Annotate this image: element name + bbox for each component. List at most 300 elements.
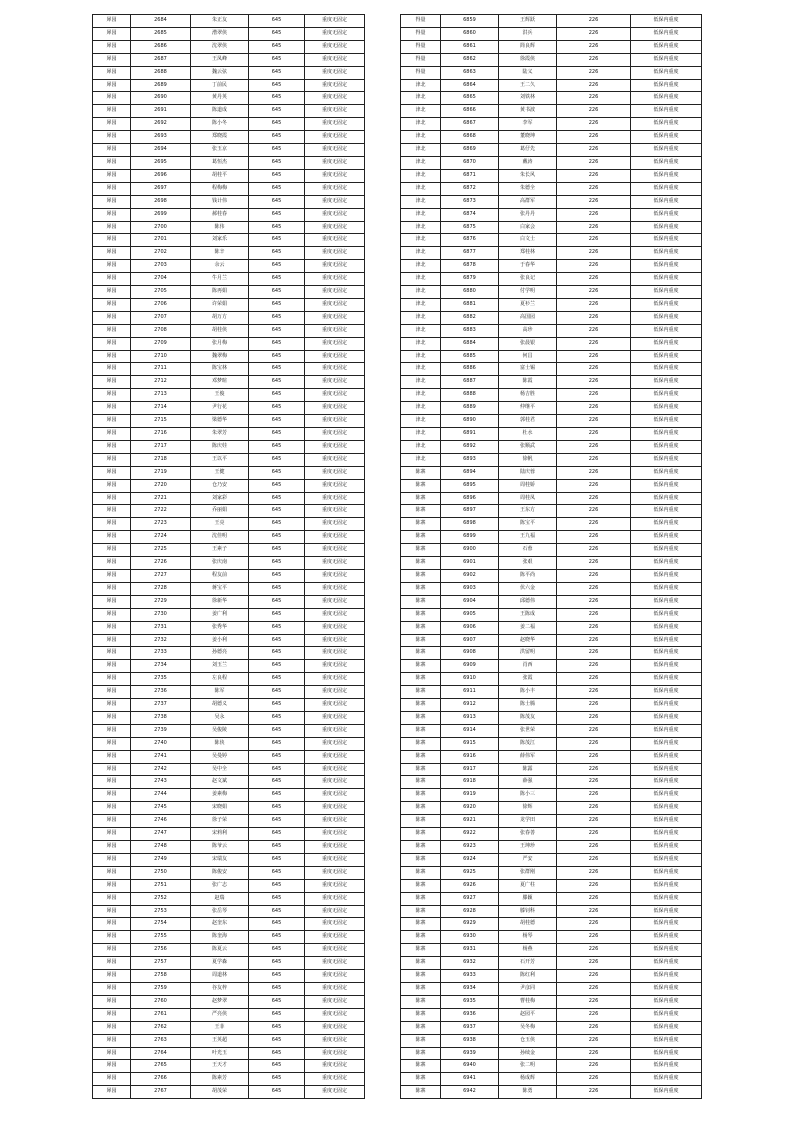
serial-number-cell: 6910: [441, 673, 499, 686]
category-cell: 低保内重度: [631, 92, 702, 105]
serial-number-cell: 6887: [441, 376, 499, 389]
name-cell: 杨吉胜: [499, 389, 557, 402]
amount-cell: 645: [249, 1021, 305, 1034]
name-cell: 王素子: [191, 544, 249, 557]
region-cell: 犀园: [93, 531, 131, 544]
category-cell: 重度无固定: [305, 634, 365, 647]
serial-number-cell: 6930: [441, 931, 499, 944]
name-cell: 张玉京: [191, 144, 249, 157]
category-cell: 低保内重度: [631, 621, 702, 634]
category-cell: 重度无固定: [305, 982, 365, 995]
amount-cell: 645: [249, 621, 305, 634]
category-cell: 低保内重度: [631, 505, 702, 518]
serial-number-cell: 6928: [441, 905, 499, 918]
table-row: [93, 105, 365, 118]
serial-number-cell: 2762: [131, 1021, 191, 1034]
serial-number-cell: 2698: [131, 195, 191, 208]
serial-number-cell: 6860: [441, 27, 499, 40]
serial-number-cell: 2759: [131, 982, 191, 995]
name-cell: 仲继平: [499, 402, 557, 415]
name-cell: 沈佳明: [191, 531, 249, 544]
name-cell: 何昌: [499, 350, 557, 363]
category-cell: 重度无固定: [305, 569, 365, 582]
category-cell: 重度无固定: [305, 479, 365, 492]
region-cell: 犀园: [93, 944, 131, 957]
serial-number-cell: 6937: [441, 1021, 499, 1034]
category-cell: 低保内重度: [631, 931, 702, 944]
amount-cell: 645: [249, 169, 305, 182]
serial-number-cell: 2709: [131, 337, 191, 350]
amount-cell: 645: [249, 569, 305, 582]
region-cell: 陈寨: [401, 763, 441, 776]
name-cell: 孙续金: [499, 1047, 557, 1060]
table-row: [401, 40, 702, 53]
amount-cell: 645: [249, 982, 305, 995]
category-cell: 重度无固定: [305, 1047, 365, 1060]
category-cell: 重度无固定: [305, 905, 365, 918]
amount-cell: 645: [249, 208, 305, 221]
table-row: [401, 311, 702, 324]
serial-number-cell: 6894: [441, 466, 499, 479]
amount-cell: 226: [557, 428, 631, 441]
amount-cell: 226: [557, 182, 631, 195]
table-row: [401, 699, 702, 712]
table-row: [93, 273, 365, 286]
amount-cell: 645: [249, 724, 305, 737]
category-cell: 低保内重度: [631, 182, 702, 195]
amount-cell: 645: [249, 1034, 305, 1047]
amount-cell: 645: [249, 260, 305, 273]
serial-number-cell: 2713: [131, 389, 191, 402]
name-cell: 杨琴: [499, 931, 557, 944]
category-cell: 低保内重度: [631, 105, 702, 118]
table-row: [401, 686, 702, 699]
name-cell: 王辉跃: [499, 15, 557, 28]
amount-cell: 226: [557, 505, 631, 518]
region-cell: 津北: [401, 324, 441, 337]
name-cell: 张霞: [499, 673, 557, 686]
amount-cell: 226: [557, 324, 631, 337]
amount-cell: 645: [249, 879, 305, 892]
region-cell: 陈寨: [401, 505, 441, 518]
category-cell: 低保内重度: [631, 763, 702, 776]
category-cell: 重度无固定: [305, 879, 365, 892]
category-cell: 低保内重度: [631, 750, 702, 763]
region-cell: 犀园: [93, 105, 131, 118]
serial-number-cell: 6923: [441, 841, 499, 854]
category-cell: 低保内重度: [631, 970, 702, 983]
amount-cell: 226: [557, 931, 631, 944]
region-cell: 犀园: [93, 544, 131, 557]
table-row: [93, 776, 365, 789]
category-cell: 低保内重度: [631, 1060, 702, 1073]
table-row: [93, 544, 365, 557]
amount-cell: 645: [249, 234, 305, 247]
name-cell: 陈霞: [499, 376, 557, 389]
table-row: [401, 982, 702, 995]
name-cell: 姜广利: [191, 608, 249, 621]
table-row: [93, 144, 365, 157]
category-cell: 重度无固定: [305, 518, 365, 531]
name-cell: 刘铁林: [499, 92, 557, 105]
name-cell: 陈红利: [499, 970, 557, 983]
name-cell: 蒋宝平: [191, 582, 249, 595]
serial-number-cell: 2747: [131, 828, 191, 841]
serial-number-cell: 2737: [131, 699, 191, 712]
amount-cell: 645: [249, 815, 305, 828]
table-row: [401, 634, 702, 647]
amount-cell: 645: [249, 389, 305, 402]
region-cell: 犀园: [93, 905, 131, 918]
amount-cell: 645: [249, 1008, 305, 1021]
serial-number-cell: 2739: [131, 724, 191, 737]
table-row: [93, 828, 365, 841]
table-row: [93, 802, 365, 815]
category-cell: 重度无固定: [305, 492, 365, 505]
serial-number-cell: 6934: [441, 982, 499, 995]
category-cell: 重度无固定: [305, 853, 365, 866]
region-cell: 津北: [401, 363, 441, 376]
region-cell: 犀园: [93, 982, 131, 995]
region-cell: 津北: [401, 273, 441, 286]
table-row: [93, 621, 365, 634]
left-data-table: [92, 14, 365, 1099]
table-row: [401, 15, 702, 28]
name-cell: 高国园: [499, 311, 557, 324]
serial-number-cell: 2716: [131, 428, 191, 441]
amount-cell: 226: [557, 776, 631, 789]
region-cell: 犀园: [93, 866, 131, 879]
region-cell: 得量: [401, 15, 441, 28]
table-row: [401, 156, 702, 169]
name-cell: 富士锡: [499, 363, 557, 376]
category-cell: 重度无固定: [305, 363, 365, 376]
serial-number-cell: 2766: [131, 1073, 191, 1086]
region-cell: 犀园: [93, 286, 131, 299]
region-cell: 犀园: [93, 234, 131, 247]
name-cell: 张群刚: [499, 866, 557, 879]
amount-cell: 645: [249, 711, 305, 724]
name-cell: 高珍: [499, 324, 557, 337]
name-cell: 王天才: [191, 1060, 249, 1073]
category-cell: 低保内重度: [631, 144, 702, 157]
region-cell: 犀园: [93, 621, 131, 634]
category-cell: 重度无固定: [305, 724, 365, 737]
amount-cell: 645: [249, 350, 305, 363]
table-row: [93, 1021, 365, 1034]
table-row: [93, 66, 365, 79]
serial-number-cell: 6933: [441, 970, 499, 983]
table-row: [401, 221, 702, 234]
serial-number-cell: 6896: [441, 492, 499, 505]
serial-number-cell: 6924: [441, 853, 499, 866]
name-cell: 夏广柱: [499, 879, 557, 892]
name-cell: 王陈成: [499, 608, 557, 621]
name-cell: 胡万方: [191, 311, 249, 324]
region-cell: 犀园: [93, 569, 131, 582]
serial-number-cell: 2693: [131, 131, 191, 144]
region-cell: 陈寨: [401, 905, 441, 918]
table-row: [93, 440, 365, 453]
amount-cell: 226: [557, 634, 631, 647]
amount-cell: 645: [249, 363, 305, 376]
region-cell: 犀园: [93, 195, 131, 208]
name-cell: 洪留明: [499, 647, 557, 660]
region-cell: 犀园: [93, 1047, 131, 1060]
serial-number-cell: 6897: [441, 505, 499, 518]
name-cell: 郝桂春: [191, 208, 249, 221]
category-cell: 重度无固定: [305, 453, 365, 466]
table-row: [93, 982, 365, 995]
name-cell: 姜小利: [191, 634, 249, 647]
category-cell: 重度无固定: [305, 789, 365, 802]
region-cell: 犀园: [93, 221, 131, 234]
table-row: [401, 453, 702, 466]
table-row: [401, 363, 702, 376]
name-cell: 宋莉利: [191, 828, 249, 841]
serial-number-cell: 6939: [441, 1047, 499, 1060]
table-row: [93, 53, 365, 66]
serial-number-cell: 6942: [441, 1086, 499, 1099]
region-cell: 陈寨: [401, 518, 441, 531]
serial-number-cell: 6880: [441, 286, 499, 299]
table-row: [401, 892, 702, 905]
name-cell: 张秀华: [191, 621, 249, 634]
region-cell: 犀园: [93, 789, 131, 802]
amount-cell: 645: [249, 544, 305, 557]
category-cell: 低保内重度: [631, 156, 702, 169]
table-row: [401, 789, 702, 802]
serial-number-cell: 2756: [131, 944, 191, 957]
table-row: [401, 737, 702, 750]
region-cell: 犀园: [93, 776, 131, 789]
amount-cell: 645: [249, 144, 305, 157]
amount-cell: 645: [249, 1086, 305, 1099]
region-cell: 陈寨: [401, 621, 441, 634]
table-row: [93, 699, 365, 712]
category-cell: 低保内重度: [631, 247, 702, 260]
serial-number-cell: 6872: [441, 182, 499, 195]
table-row: [401, 440, 702, 453]
category-cell: 重度无固定: [305, 182, 365, 195]
table-row: [93, 866, 365, 879]
serial-number-cell: 6909: [441, 660, 499, 673]
serial-number-cell: 6898: [441, 518, 499, 531]
table-row: [93, 221, 365, 234]
region-cell: 陈寨: [401, 1086, 441, 1099]
table-row: [93, 79, 365, 92]
category-cell: 重度无固定: [305, 311, 365, 324]
serial-number-cell: 6900: [441, 544, 499, 557]
region-cell: 犀园: [93, 92, 131, 105]
amount-cell: 645: [249, 27, 305, 40]
category-cell: 低保内重度: [631, 363, 702, 376]
name-cell: 张世荣: [499, 724, 557, 737]
name-cell: 尹行花: [191, 402, 249, 415]
right-data-table: [400, 14, 702, 1099]
category-cell: 重度无固定: [305, 544, 365, 557]
category-cell: 重度无固定: [305, 260, 365, 273]
name-cell: 陈奎海: [191, 931, 249, 944]
category-cell: 重度无固定: [305, 337, 365, 350]
serial-number-cell: 2705: [131, 286, 191, 299]
name-cell: 刘家乐: [191, 234, 249, 247]
category-cell: 重度无固定: [305, 1073, 365, 1086]
table-row: [93, 234, 365, 247]
category-cell: 重度无固定: [305, 1060, 365, 1073]
amount-cell: 645: [249, 918, 305, 931]
category-cell: 重度无固定: [305, 1086, 365, 1099]
region-cell: 犀园: [93, 15, 131, 28]
region-cell: 犀园: [93, 970, 131, 983]
region-cell: 犀园: [93, 156, 131, 169]
table-row: [93, 298, 365, 311]
amount-cell: 645: [249, 582, 305, 595]
table-row: [401, 505, 702, 518]
region-cell: 陈寨: [401, 608, 441, 621]
serial-number-cell: 6919: [441, 789, 499, 802]
region-cell: 津北: [401, 428, 441, 441]
name-cell: 朱德全: [499, 182, 557, 195]
table-row: [401, 647, 702, 660]
serial-number-cell: 6892: [441, 440, 499, 453]
table-row: [401, 544, 702, 557]
table-row: [401, 234, 702, 247]
amount-cell: 226: [557, 363, 631, 376]
category-cell: 低保内重度: [631, 518, 702, 531]
amount-cell: 645: [249, 1073, 305, 1086]
amount-cell: 226: [557, 802, 631, 815]
table-row: [401, 802, 702, 815]
table-row: [93, 415, 365, 428]
category-cell: 重度无固定: [305, 595, 365, 608]
category-cell: 低保内重度: [631, 118, 702, 131]
amount-cell: 226: [557, 79, 631, 92]
name-cell: 张春善: [499, 828, 557, 841]
table-row: [401, 79, 702, 92]
region-cell: 犀园: [93, 118, 131, 131]
table-row: [93, 569, 365, 582]
region-cell: 陈寨: [401, 750, 441, 763]
region-cell: 陈寨: [401, 569, 441, 582]
name-cell: 朱正友: [191, 15, 249, 28]
region-cell: 陈寨: [401, 492, 441, 505]
amount-cell: 226: [557, 221, 631, 234]
name-cell: 吴曼婷: [191, 750, 249, 763]
amount-cell: 226: [557, 92, 631, 105]
table-row: [401, 957, 702, 970]
category-cell: 低保内重度: [631, 27, 702, 40]
amount-cell: 645: [249, 841, 305, 854]
name-cell: 徐新华: [191, 595, 249, 608]
serial-number-cell: 6912: [441, 699, 499, 712]
category-cell: 低保内重度: [631, 634, 702, 647]
serial-number-cell: 2717: [131, 440, 191, 453]
name-cell: 郑桂林: [499, 247, 557, 260]
amount-cell: 226: [557, 531, 631, 544]
table-row: [93, 1073, 365, 1086]
amount-cell: 645: [249, 53, 305, 66]
region-cell: 犀园: [93, 686, 131, 699]
serial-number-cell: 2748: [131, 841, 191, 854]
category-cell: 重度无固定: [305, 169, 365, 182]
amount-cell: 645: [249, 634, 305, 647]
serial-number-cell: 2753: [131, 905, 191, 918]
category-cell: 重度无固定: [305, 711, 365, 724]
serial-number-cell: 6920: [441, 802, 499, 815]
serial-number-cell: 6936: [441, 1008, 499, 1021]
category-cell: 低保内重度: [631, 557, 702, 570]
region-cell: 犀园: [93, 1073, 131, 1086]
table-row: [401, 595, 702, 608]
region-cell: 犀园: [93, 647, 131, 660]
amount-cell: 226: [557, 1008, 631, 1021]
amount-cell: 645: [249, 92, 305, 105]
region-cell: 津北: [401, 260, 441, 273]
name-cell: 滕钊科: [499, 905, 557, 918]
name-cell: 姜二福: [499, 621, 557, 634]
table-row: [401, 673, 702, 686]
category-cell: 低保内重度: [631, 957, 702, 970]
amount-cell: 645: [249, 40, 305, 53]
serial-number-cell: 2764: [131, 1047, 191, 1060]
category-cell: 低保内重度: [631, 853, 702, 866]
amount-cell: 645: [249, 608, 305, 621]
region-cell: 犀园: [93, 1021, 131, 1034]
table-row: [401, 195, 702, 208]
region-cell: 陈寨: [401, 686, 441, 699]
region-cell: 犀园: [93, 131, 131, 144]
name-cell: 徐子荣: [191, 815, 249, 828]
name-cell: 魏云弦: [191, 66, 249, 79]
amount-cell: 645: [249, 789, 305, 802]
category-cell: 低保内重度: [631, 608, 702, 621]
region-cell: 陈寨: [401, 1021, 441, 1034]
category-cell: 重度无固定: [305, 686, 365, 699]
amount-cell: 645: [249, 892, 305, 905]
name-cell: 徐帆: [499, 453, 557, 466]
amount-cell: 226: [557, 841, 631, 854]
region-cell: 犀园: [93, 931, 131, 944]
name-cell: 陈辛: [191, 247, 249, 260]
amount-cell: 226: [557, 131, 631, 144]
serial-number-cell: 6883: [441, 324, 499, 337]
amount-cell: 645: [249, 105, 305, 118]
region-cell: 犀园: [93, 363, 131, 376]
serial-number-cell: 2758: [131, 970, 191, 983]
name-cell: 许荣娟: [191, 298, 249, 311]
category-cell: 重度无固定: [305, 247, 365, 260]
serial-number-cell: 6901: [441, 557, 499, 570]
table-row: [93, 853, 365, 866]
name-cell: 王英超: [191, 1034, 249, 1047]
amount-cell: 226: [557, 828, 631, 841]
serial-number-cell: 2707: [131, 311, 191, 324]
table-row: [401, 428, 702, 441]
category-cell: 重度无固定: [305, 673, 365, 686]
table-row: [401, 479, 702, 492]
amount-cell: 645: [249, 273, 305, 286]
serial-number-cell: 6907: [441, 634, 499, 647]
amount-cell: 226: [557, 569, 631, 582]
name-cell: 陈茂江: [499, 737, 557, 750]
table-row: [93, 492, 365, 505]
region-cell: 犀园: [93, 802, 131, 815]
region-cell: 津北: [401, 169, 441, 182]
serial-number-cell: 6862: [441, 53, 499, 66]
category-cell: 重度无固定: [305, 957, 365, 970]
table-row: [401, 1047, 702, 1060]
